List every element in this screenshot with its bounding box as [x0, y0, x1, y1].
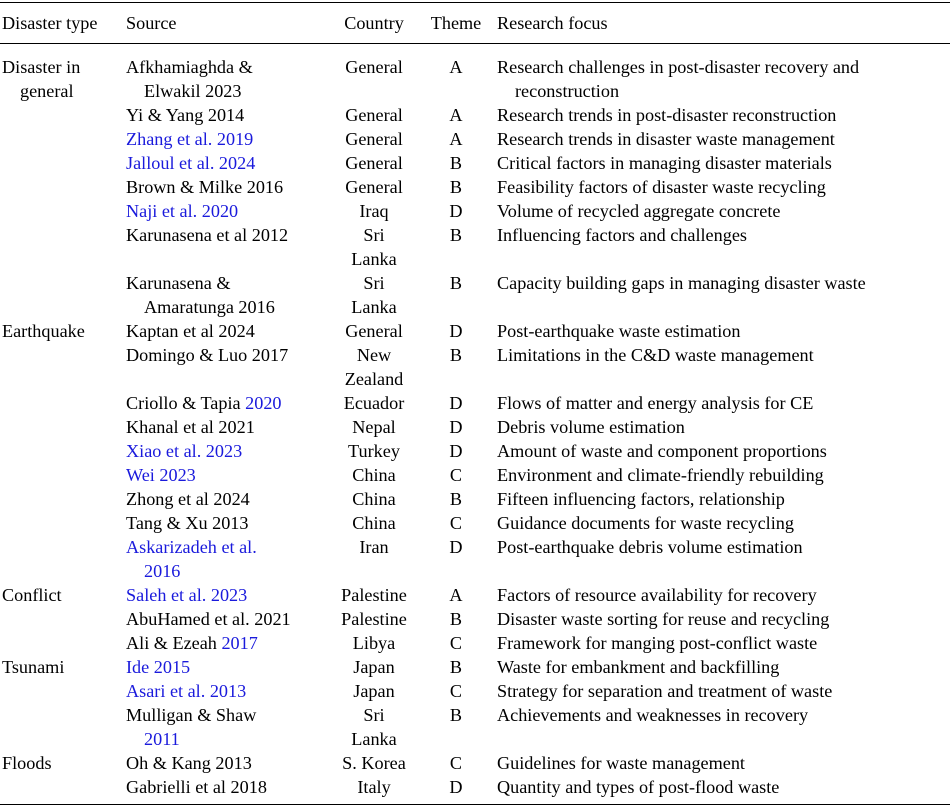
research-focus-cell: Research trends in disaster waste management	[497, 129, 835, 149]
country-cell: Italy	[357, 777, 391, 797]
country-cell: Sri	[363, 273, 385, 293]
source-cell	[126, 751, 252, 775]
research-focus-cell: Influencing factors and challenges	[497, 225, 747, 245]
theme-cell: A	[449, 129, 463, 149]
research-focus-cell: Guidelines for waste management	[497, 753, 745, 773]
research-focus-cell: Feasibility factors of disaster waste recycling	[497, 177, 826, 197]
research-focus-cell: Framework for manging post-conflict waste	[497, 633, 818, 653]
disaster-type-label: Earthquake	[2, 321, 85, 341]
research-focus-cell: Capacity building gaps in managing disaster waste	[497, 273, 866, 293]
country-cell: Sri	[363, 705, 385, 725]
research-focus-cell: Environment and climate-friendly rebuilding	[497, 465, 824, 485]
citation-text: Oh & Kang 2013	[126, 753, 252, 773]
citation-text: Tang & Xu 2013	[126, 513, 249, 533]
country-cell: Palestine	[341, 609, 407, 629]
top-rule	[0, 2, 950, 3]
header-rule	[0, 43, 950, 44]
research-focus-cell: Waste for embankment and backfilling	[497, 657, 780, 677]
country-cell: General	[345, 321, 403, 341]
theme-cell: D	[449, 537, 463, 557]
research-focus-cell: Quantity and types of post-flood waste	[497, 777, 780, 797]
theme-cell: C	[449, 633, 463, 653]
country-cell: Japan	[353, 681, 395, 701]
source-cell	[126, 703, 256, 727]
citation-link[interactable]: 2017	[221, 633, 258, 653]
citation-link[interactable]: Zhang et al. 2019	[126, 129, 254, 149]
citation-text: Domingo & Luo 2017	[126, 345, 289, 365]
header-country: Country	[344, 13, 404, 33]
theme-cell: B	[449, 273, 463, 293]
citation-link[interactable]: Wei 2023	[126, 465, 196, 485]
bottom-rule	[0, 804, 950, 805]
source-cell	[126, 127, 253, 151]
theme-cell: A	[449, 105, 463, 125]
country-cell: China	[352, 489, 396, 509]
disaster-type-label: Tsunami	[2, 657, 65, 677]
source-cell	[126, 271, 231, 295]
citation-text: Elwakil 2023	[144, 81, 242, 101]
source-cell	[126, 415, 255, 439]
research-focus-cell: Disaster waste sorting for reuse and recycling	[497, 609, 830, 629]
source-cell	[126, 343, 288, 367]
country-cell: Sri	[363, 225, 385, 245]
source-cell	[126, 175, 283, 199]
theme-cell: B	[449, 225, 463, 245]
theme-cell: B	[449, 177, 463, 197]
citation-link[interactable]: Naji et al. 2020	[126, 201, 239, 221]
header-theme: Theme	[430, 13, 482, 33]
source-cell	[144, 79, 242, 103]
country-cell: General	[345, 153, 403, 173]
theme-cell: C	[449, 681, 463, 701]
country-cell: General	[345, 105, 403, 125]
theme-cell: C	[449, 465, 463, 485]
source-cell	[126, 583, 247, 607]
source-cell	[126, 439, 242, 463]
citation-link[interactable]: 2020	[245, 393, 282, 413]
country-cell: Turkey	[348, 441, 400, 461]
header-source: Source	[126, 13, 177, 33]
research-focus-cell: Research challenges in post-disaster recovery and	[497, 57, 860, 77]
citation-link[interactable]: 2011	[144, 729, 180, 749]
research-focus-cell: Guidance documents for waste recycling	[497, 513, 794, 533]
country-cell: Iraq	[359, 201, 389, 221]
country-cell: Libya	[352, 633, 396, 653]
citation-text: Afkhamiaghda &	[126, 57, 253, 77]
disaster-type-label: general	[20, 81, 74, 101]
source-cell	[144, 727, 180, 751]
theme-cell: C	[449, 513, 463, 533]
theme-cell: B	[449, 705, 463, 725]
country-cell: Japan	[353, 657, 395, 677]
country-cell: China	[352, 465, 396, 485]
country-cell: Lanka	[351, 249, 397, 269]
theme-cell: D	[449, 417, 463, 437]
citation-text: Khanal et al 2021	[126, 417, 255, 437]
source-cell	[126, 319, 255, 343]
source-cell	[126, 103, 244, 127]
country-cell: S. Korea	[342, 753, 406, 773]
research-focus-cell: Flows of matter and energy analysis for CE	[497, 393, 814, 413]
citation-text: Karunasena &	[126, 273, 231, 293]
source-cell	[126, 511, 249, 535]
research-focus-cell: Limitations in the C&D waste management	[497, 345, 814, 365]
research-focus-cell: Research trends in post-disaster reconstruction	[497, 105, 837, 125]
source-cell	[126, 151, 255, 175]
theme-cell: A	[449, 57, 463, 77]
citation-text: Karunasena et al 2012	[126, 225, 289, 245]
research-focus-cell: Strategy for separation and treatment of waste	[497, 681, 833, 701]
research-focus-cell: Factors of resource availability for recovery	[497, 585, 817, 605]
theme-cell: B	[449, 657, 463, 677]
source-cell	[126, 607, 291, 631]
citation-text: Ali & Ezeah	[126, 633, 222, 653]
country-cell: General	[345, 177, 403, 197]
header-research-focus: Research focus	[497, 13, 608, 33]
citation-link[interactable]: Saleh et al. 2023	[126, 585, 248, 605]
research-focus-cell: Debris volume estimation	[497, 417, 685, 437]
research-focus-cell: Post-earthquake debris volume estimation	[497, 537, 803, 557]
source-cell	[126, 391, 282, 415]
theme-cell: B	[449, 609, 463, 629]
research-focus-cell: Volume of recycled aggregate concrete	[497, 201, 781, 221]
citation-text: Brown & Milke 2016	[126, 177, 284, 197]
theme-cell: D	[449, 201, 463, 221]
disaster-type-label: Disaster in	[2, 57, 81, 77]
disaster-type-label: Floods	[2, 753, 52, 773]
theme-cell: D	[449, 441, 463, 461]
country-cell: Palestine	[341, 585, 407, 605]
citation-text: Zhong et al 2024	[126, 489, 250, 509]
source-cell	[126, 775, 267, 799]
citation-text: Mulligan & Shaw	[126, 705, 257, 725]
citation-text: Yi & Yang 2014	[126, 105, 245, 125]
source-cell	[126, 535, 257, 559]
research-focus-cell: Amount of waste and component proportions	[497, 441, 827, 461]
source-cell	[144, 295, 275, 319]
theme-cell: D	[449, 393, 463, 413]
country-cell: Iran	[359, 537, 389, 557]
theme-cell: D	[449, 777, 463, 797]
source-cell	[126, 223, 288, 247]
country-cell: Lanka	[351, 297, 397, 317]
citation-link[interactable]: Asari et al. 2013	[126, 681, 247, 701]
source-cell	[126, 55, 253, 79]
research-focus-cell: Critical factors in managing disaster materials	[497, 153, 832, 173]
source-cell	[126, 463, 196, 487]
country-cell: General	[345, 129, 403, 149]
country-cell: China	[352, 513, 396, 533]
country-cell: Lanka	[351, 729, 397, 749]
citation-text: Kaptan et al 2024	[126, 321, 255, 341]
research-focus-cell: Achievements and weaknesses in recovery	[497, 705, 809, 725]
source-cell	[126, 199, 238, 223]
research-focus-cell: Fifteen influencing factors, relationship	[497, 489, 785, 509]
citation-text: Criollo & Tapia	[126, 393, 246, 413]
citation-link[interactable]: Jalloul et al. 2024	[126, 153, 256, 173]
source-cell	[144, 559, 180, 583]
citation-text: Gabrielli et al 2018	[126, 777, 267, 797]
theme-cell: B	[449, 345, 463, 365]
country-cell: Zealand	[344, 369, 404, 389]
theme-cell: C	[449, 753, 463, 773]
source-cell	[126, 631, 258, 655]
citation-link[interactable]: Ide 2015	[126, 657, 191, 677]
theme-cell: A	[449, 585, 463, 605]
country-cell: New	[356, 345, 392, 365]
theme-cell: B	[449, 489, 463, 509]
citation-text: AbuHamed et al. 2021	[126, 609, 291, 629]
source-cell	[126, 679, 246, 703]
citation-link[interactable]: Xiao et al. 2023	[126, 441, 243, 461]
theme-cell: D	[449, 321, 463, 341]
country-cell: Ecuador	[343, 393, 405, 413]
country-cell: General	[345, 57, 403, 77]
research-focus-cell: Post-earthquake waste estimation	[497, 321, 741, 341]
source-cell	[126, 655, 190, 679]
citation-text: Amaratunga 2016	[144, 297, 275, 317]
country-cell: Nepal	[352, 417, 396, 437]
citation-link[interactable]: 2016	[144, 561, 181, 581]
disaster-type-label: Conflict	[2, 585, 62, 605]
theme-cell: B	[449, 153, 463, 173]
header-disaster-type: Disaster type	[2, 13, 98, 33]
research-focus-cell: reconstruction	[515, 81, 620, 101]
source-cell	[126, 487, 250, 511]
citation-link[interactable]: Askarizadeh et al.	[126, 537, 257, 557]
